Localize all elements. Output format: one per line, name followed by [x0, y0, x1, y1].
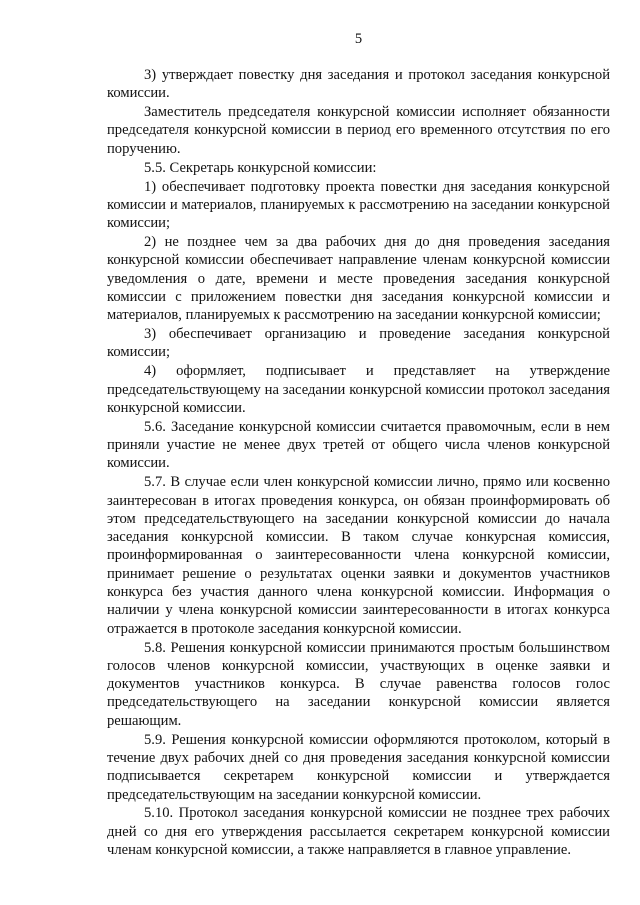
paragraph-5-5-secretary: 5.5. Секретарь конкурсной комиссии: — [144, 159, 377, 176]
paragraph-5-9-protocol: 5.9. Решения конкурсной комиссии оформляются протоколом, который в течение двух рабочих дней со дня проведения заседания конкурсной комиссии подписывается секретарем конкурсной комиссии и утверждается председательствующим на заседании конкурсной комиссии. — [107, 731, 610, 803]
paragraph-approves-agenda: 3) утверждает повестку дня заседания и протокол заседания конкурсной комиссии. — [107, 67, 610, 102]
paragraph-5-8-decisions: 5.8. Решения конкурсной комиссии принимаются простым большинством голосов членов конкурсной комиссии, участвующих в оценке заявки и документов участников конкурса. В случае равенства голосов голос председательствующего на заседании конкурсной комиссии является решающим. — [107, 639, 610, 729]
paragraph-5-6-quorum: 5.6. Заседание конкурсной комиссии считается правомочным, если в нем приняли участие не менее двух третей от общего числа членов конкурсной комиссии. — [107, 418, 610, 472]
paragraph-secretary-item-4: 4) оформляет, подписывает и представляет на утверждение председательствующему на заседании конкурсной комиссии протокол заседания конкурсной комиссии. — [107, 363, 610, 416]
paragraph-secretary-item-3: 3) обеспечивает организацию и проведение заседания конкурсной комиссии; — [107, 326, 610, 361]
paragraph-deputy-chairman: Заместитель председателя конкурсной комиссии исполняет обязанности председателя конкурсной комиссии в период его временного отсутствия по его поручению. — [107, 104, 610, 157]
paragraph-secretary-item-2: 2) не позднее чем за два рабочих дня до дня проведения заседания конкурсной комиссии обеспечивает направление членам конкурсной комиссии уведомления о дате, времени и месте проведения заседания конкурсной комиссии с приложением повестки дня заседания конкурсной комиссии и материалов, планируемых к рассмотрению на заседании конкурсной комиссии; — [107, 234, 610, 324]
page-number: 5 — [354, 31, 363, 47]
paragraph-secretary-item-1: 1) обеспечивает подготовку проекта повестки дня заседания конкурсной комиссии и материалов, планируемых к рассмотрению на заседании конкурсной комиссии; — [107, 178, 610, 232]
document-page — [107, 30, 610, 859]
paragraph-5-7-conflict-of-interest: 5.7. В случае если член конкурсной комиссии лично, прямо или косвенно заинтересован в итогах проведения конкурса, он обязан проинформировать об этом председательствующего на заседании конкурсной комиссии до начала заседания конкурсной комиссии. В таком случае конкурсная комиссия, проинформированная о заинтересованности члена конкурсной комиссии, принимает решение о результатах оценки заявки и документов участников конкурса без участия данного члена конкурсной комиссии. Информация о наличии у члена конкурсной комиссии заинтересованности в итогах конкурса отражается в протоколе заседания конкурсной комиссии. — [107, 474, 610, 637]
paragraph-5-10-distribution: 5.10. Протокол заседания конкурсной комиссии не позднее трех рабочих дней со дня его утверждения рассылается секретарем конкурсной комиссии членам конкурсной комиссии, а также направляется в главное управление. — [107, 805, 610, 858]
